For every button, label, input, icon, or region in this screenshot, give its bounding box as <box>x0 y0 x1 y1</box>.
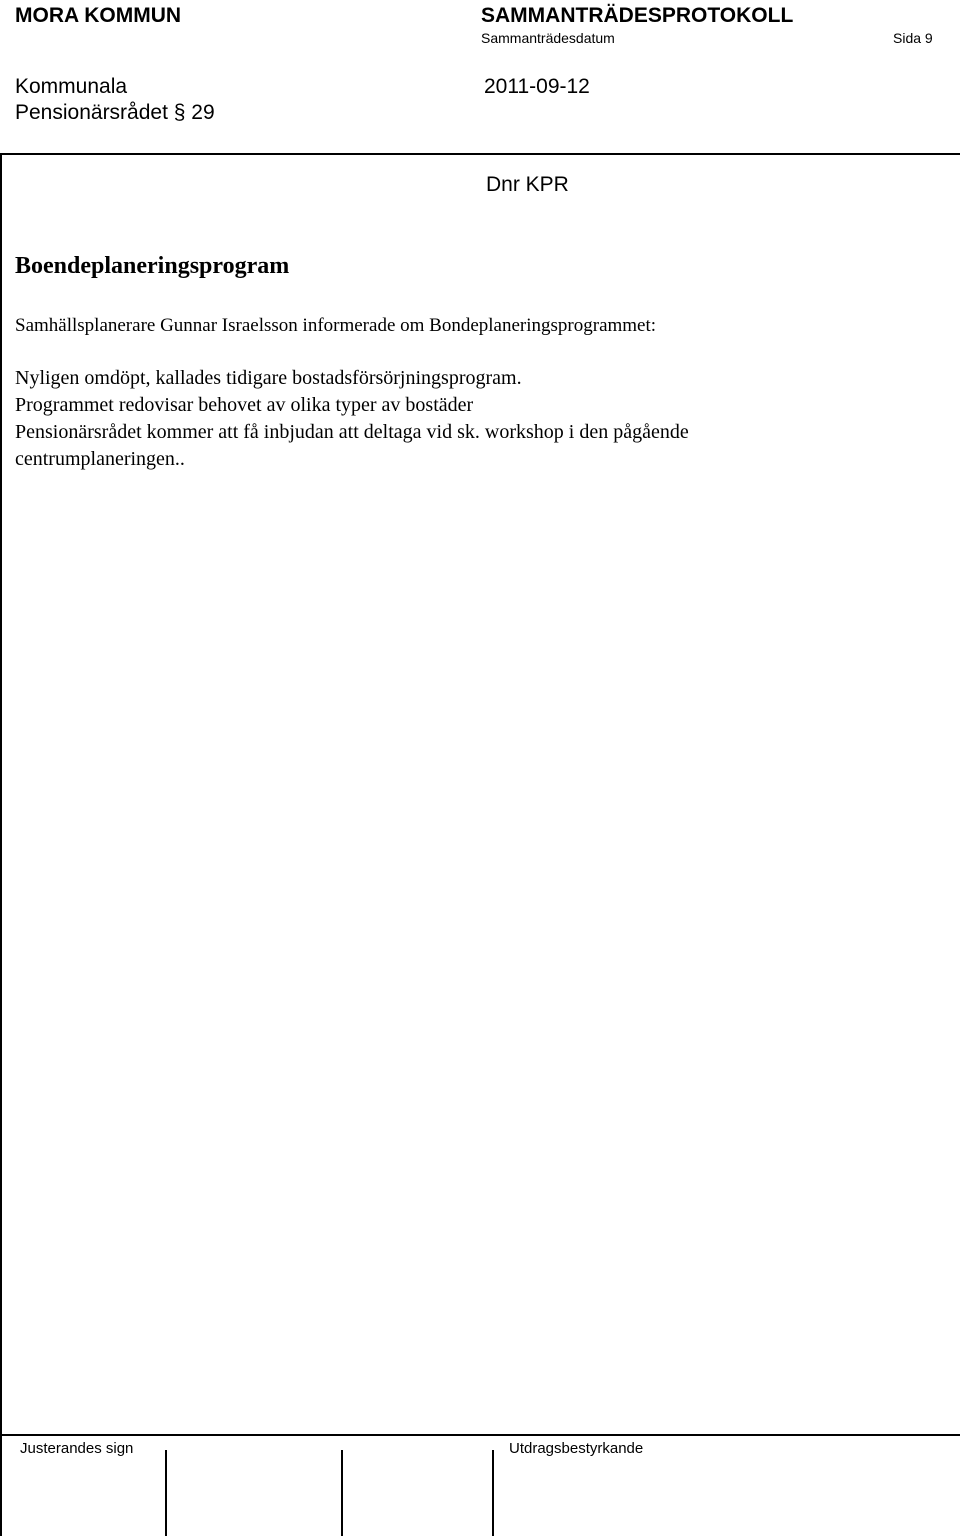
case-line: Nyligen omdöpt, kallades tidigare bostadsförsörjningsprogram. <box>15 367 522 389</box>
case-line: centrumplaneringen.. <box>15 448 185 470</box>
sign-box-divider-3 <box>492 1450 494 1536</box>
left-border <box>0 153 2 1536</box>
case-number: Dnr KPR <box>486 173 569 196</box>
meeting-date-label: Sammanträdesdatum <box>481 30 615 46</box>
footer-divider <box>0 1434 960 1436</box>
body-name-line1: Kommunala <box>15 75 128 98</box>
case-heading: Boendeplaneringsprogram <box>15 253 290 279</box>
body-name-line2: Pensionärsrådet § 29 <box>15 101 215 124</box>
sign-box-divider-1 <box>165 1450 167 1536</box>
justering-sign-label: Justerandes sign <box>20 1440 134 1457</box>
case-line: Programmet redovisar behovet av olika typer av bostäder <box>15 394 474 416</box>
header-divider <box>0 153 960 155</box>
meeting-date: 2011-09-12 <box>484 75 590 98</box>
organization-name: MORA KOMMUN <box>15 4 182 27</box>
page-number: Sida 9 <box>893 30 933 46</box>
sign-box-divider-2 <box>341 1450 343 1536</box>
utdrag-label: Utdragsbestyrkande <box>509 1440 644 1457</box>
case-line: Pensionärsrådet kommer att få inbjudan att deltaga vid sk. workshop i den pågående <box>15 421 689 443</box>
case-intro: Samhällsplanerare Gunnar Israelsson informerade om Bondeplaneringsprogrammet: <box>15 315 657 336</box>
document-title: SAMMANTRÄDESPROTOKOLL <box>481 4 794 27</box>
